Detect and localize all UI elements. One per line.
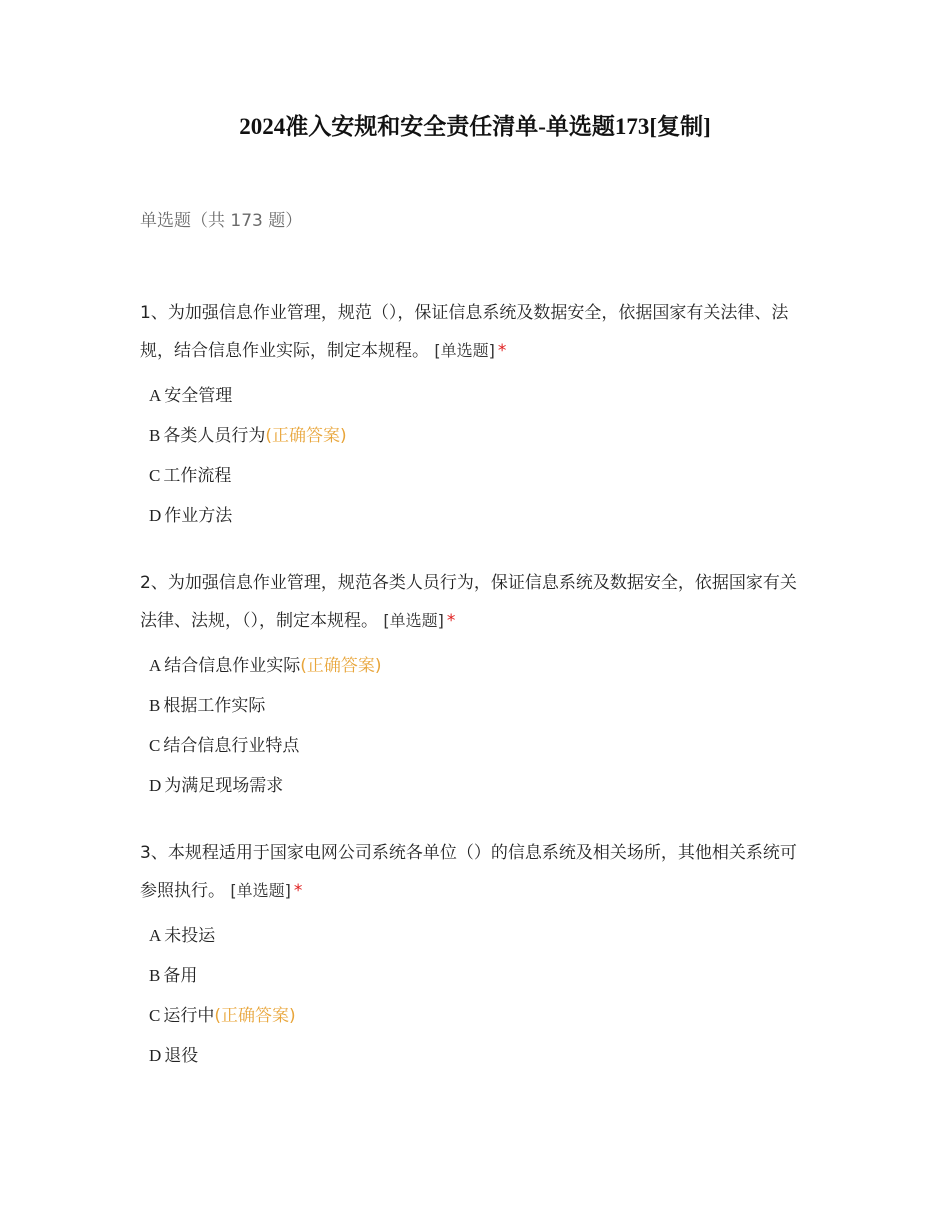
option-a[interactable] xyxy=(140,916,810,956)
option-b[interactable] xyxy=(140,956,810,996)
question-stem xyxy=(140,564,810,640)
option-d[interactable] xyxy=(140,1036,810,1076)
question-1 xyxy=(140,294,810,536)
question-2 xyxy=(140,564,810,806)
option-text: 结合信息行业特点 xyxy=(163,736,300,756)
question-type-tag: [单选题] xyxy=(383,611,444,630)
question-type-tag: [单选题] xyxy=(230,881,291,900)
required-mark: * xyxy=(446,611,456,631)
option-text: 结合信息作业实际 xyxy=(164,656,301,676)
correct-answer-label: (正确答案) xyxy=(265,426,347,446)
option-c[interactable] xyxy=(140,996,810,1036)
option-letter: B xyxy=(149,426,161,445)
section-label: 单选题（共 173 题） xyxy=(140,211,303,231)
question-text: 1、为加强信息作业管理，规范（），保证信息系统及数据安全，依据国家有关法律、法规，结合信息作业实际，制定本规程。 xyxy=(140,303,789,361)
option-text: 各类人员行为 xyxy=(163,426,266,446)
option-letter: D xyxy=(149,776,162,795)
option-b[interactable] xyxy=(140,416,810,456)
option-text: 为满足现场需求 xyxy=(164,776,284,796)
correct-answer-label: (正确答案) xyxy=(214,1006,296,1026)
question-text: 2、为加强信息作业管理，规范各类人员行为，保证信息系统及数据安全，依据国家有关法律、法规，（），制定本规程。 xyxy=(140,573,797,631)
option-text: 安全管理 xyxy=(164,386,233,406)
option-letter: B xyxy=(149,966,161,985)
question-stem xyxy=(140,834,810,910)
question-stem xyxy=(140,294,810,370)
option-letter: C xyxy=(149,466,161,485)
question-text: 3、本规程适用于国家电网公司系统各单位（）的信息系统及相关场所，其他相关系统可参照执行。 xyxy=(140,843,797,901)
option-text: 运行中 xyxy=(163,1006,215,1026)
option-letter: B xyxy=(149,696,161,715)
option-text: 备用 xyxy=(163,966,198,986)
required-mark: * xyxy=(497,341,507,361)
option-c[interactable] xyxy=(140,726,810,766)
correct-answer-label: (正确答案) xyxy=(300,656,382,676)
option-letter: A xyxy=(149,386,162,405)
option-a[interactable] xyxy=(140,646,810,686)
option-text: 未投运 xyxy=(164,926,216,946)
page-title: 2024准入安规和安全责任清单-单选题173[复制] xyxy=(239,114,711,139)
option-text: 工作流程 xyxy=(163,466,232,486)
required-mark: * xyxy=(293,881,303,901)
option-b[interactable] xyxy=(140,686,810,726)
option-d[interactable] xyxy=(140,496,810,536)
option-letter: C xyxy=(149,1006,161,1025)
option-text: 退役 xyxy=(164,1046,199,1066)
option-d[interactable] xyxy=(140,766,810,806)
option-a[interactable] xyxy=(140,376,810,416)
option-c[interactable] xyxy=(140,456,810,496)
question-type-tag: [单选题] xyxy=(434,341,495,360)
option-letter: D xyxy=(149,506,162,525)
option-text: 根据工作实际 xyxy=(163,696,266,716)
option-letter: A xyxy=(149,656,162,675)
option-letter: A xyxy=(149,926,162,945)
option-letter: D xyxy=(149,1046,162,1065)
question-list xyxy=(140,294,810,1104)
option-text: 作业方法 xyxy=(164,506,233,526)
question-3 xyxy=(140,834,810,1076)
option-letter: C xyxy=(149,736,161,755)
